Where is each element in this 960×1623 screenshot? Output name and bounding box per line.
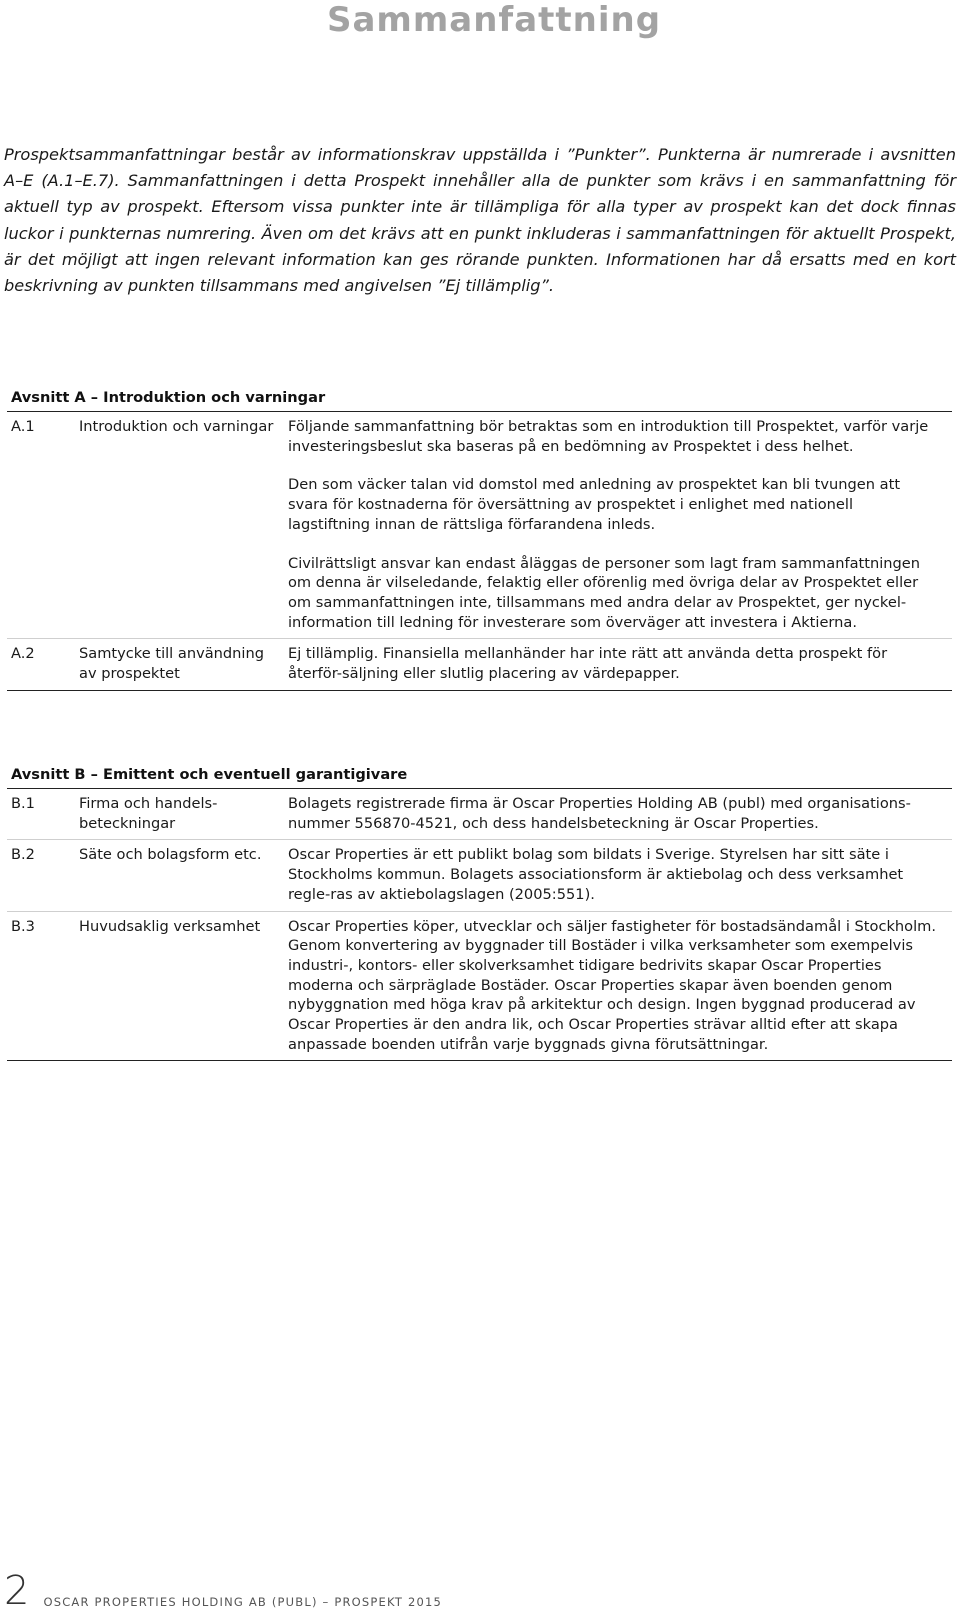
row-paragraph: Bolagets registrerade firma är Oscar Properties Holding AB (publ) med organisations-nummer 556870-4521, och dess handelsbeteckning är Oscar Properties.	[288, 795, 911, 832]
row-paragraph: Ej tillämplig. Finansiella mellanhänder har inte rätt att använda detta prospekt för återför-säljning eller slutlig placering av värdepapper.	[288, 645, 888, 683]
row-paragraph: Oscar Properties är ett publikt bolag som bildats i Sverige. Styrelsen har sitt säte i Stockholms kommun. Bolagets associationsform är aktiebolag och dess verksamhet regle-ras av aktiebolagslagen (2005:551).	[288, 846, 904, 903]
row-label: Säte och bolagsform etc.	[79, 846, 262, 864]
page-number: 2	[4, 1568, 30, 1614]
page-title: Sammanfattning	[327, 0, 662, 40]
row-content	[288, 917, 952, 1055]
table-row	[7, 412, 952, 639]
intro-paragraph: Prospektsammanfattningar består av informationskrav uppställda i ”Punkter”. Punkterna är numrerade i avsnitten A–E (A.1–E.7). Sammanfattningen i detta Prospekt innehåller alla de punkter som krävs i en sammanfattning för aktuell typ av prospekt. Eftersom vissa punkter inte är tillämpliga för alla typer av prospekt kan det dock finnas luckor i punkternas numrering. Även om det krävs att en punkt inkluderas i sammanfattningen för aktuellt Prospekt, är det möjligt att ingen relevant information kan ges rörande punkten. Informationen har då ersatts med en kort beskrivning av punkten tillsammans med angivelsen ”Ej tillämplig”.	[4, 145, 956, 296]
row-paragraph: Den som väcker talan vid domstol med anledning av prospektet kan bli tvungen att svara för kostnaderna för översättning av prospektet i enlighet med nationell lagstiftning innan de rättsliga förfarandena inleds.	[288, 476, 901, 533]
row-paragraph: Oscar Properties köper, utvecklar och säljer fastigheter för bostadsändamål i Stockholm. Genom konvertering av byggnader till Bostäder i vilka verksamheter som exempelvis industri-, kontors- eller skolverksamhet tidigare bedrivits skapar Oscar Properties moderna och särpräglade Bostäder. Oscar Properties skapar även boenden genom nybyggnation med höga krav på arkitektur och design. Ingen byggnad producerad av Oscar Properties är den andra lik, och Oscar Properties strävar alltid efter att skapa anpassade boenden utifrån varje byggnads givna förutsättningar.	[288, 917, 937, 1053]
table-row	[7, 912, 952, 1061]
row-id: A.2	[11, 645, 35, 663]
section-heading: Avsnitt B – Emittent och eventuell garantigivare	[11, 766, 408, 783]
page-footer	[4, 1568, 443, 1614]
row-id: A.1	[11, 418, 35, 435]
row-content	[288, 644, 952, 683]
row-label: Huvudsaklig verksamhet	[79, 917, 261, 935]
section-table	[7, 788, 952, 1061]
row-id: B.3	[11, 917, 35, 935]
row-paragraph: Följande sammanfattning bör betraktas som en introduktion till Prospektet, varför varje investeringsbeslut ska baseras på en bedömning av Prospektet i dess helhet.	[288, 418, 929, 455]
table-row	[7, 639, 952, 689]
section-b	[7, 765, 952, 1061]
footer-text: OSCAR PROPERTIES HOLDING AB (PUBL) – PROSPEKT 2015	[43, 1595, 443, 1609]
row-id: B.2	[11, 846, 35, 864]
row-label: Introduktion och varningar	[79, 418, 274, 435]
row-content	[288, 417, 952, 632]
row-label: Samtycke till användning av prospektet	[79, 645, 264, 683]
row-content	[288, 845, 952, 904]
section-heading: Avsnitt A – Introduktion och varningar	[11, 389, 326, 406]
section-table	[7, 411, 952, 691]
section-a	[7, 388, 952, 691]
table-row	[7, 789, 952, 840]
row-paragraph: Civilrättsligt ansvar kan endast åläggas de personer som lagt fram sammanfattningen om denna är vilseledande, felaktig eller oförenlig med övriga delar av Prospektet eller om sammanfattningen inte, tillsammans med andra delar av Prospektet, ger nyckel-information till ledning för investerare som överväger att investera i Aktierna.	[288, 554, 921, 631]
table-row	[7, 840, 952, 911]
row-id: B.1	[11, 795, 35, 812]
row-content	[288, 794, 952, 833]
row-label: Firma och handels-beteckningar	[79, 795, 218, 832]
